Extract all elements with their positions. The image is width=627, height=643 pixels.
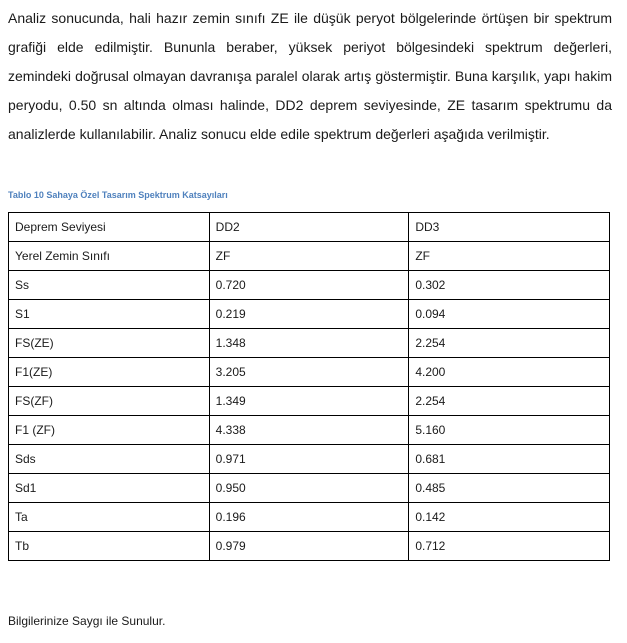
table-cell: 0.720 (209, 271, 409, 300)
table-row (9, 271, 610, 300)
table-row (9, 387, 610, 416)
table-cell: 0.196 (209, 503, 409, 532)
table-cell: 1.348 (209, 329, 409, 358)
spectrum-coefficients-table (8, 212, 610, 561)
table-cell: FS(ZE) (9, 329, 210, 358)
body-paragraph: Analiz sonucunda, hali hazır zemin sınıfı ZE ile düşük peryot bölgelerinde örtüşen bir spektrum grafiği elde edilmiştir. Bununla beraber, yüksek periyot bölgesindeki spektrum değerleri, zemindeki doğrusal olmayan davranışa paralel olarak artış göstermiştir. Buna karşılık, yapı hakim peryodu, 0.50 sn altında olması halinde, DD2 deprem seviyesinde, ZE tasarım spektrumu da analizlerde kullanılabilir. Analiz sonucu elde edile spektrum değerleri aşağıda verilmiştir. (8, 10, 612, 142)
table-cell: Tb (9, 532, 210, 561)
table-cell: ZF (409, 242, 610, 271)
table-row (9, 300, 610, 329)
table-cell: Ss (9, 271, 210, 300)
table-cell: F1(ZE) (9, 358, 210, 387)
closing-remark: Bilgilerinize Saygı ile Sunulur. (8, 614, 166, 628)
table-cell: Deprem Seviyesi (9, 213, 210, 242)
table-cell: Yerel Zemin Sınıfı (9, 242, 210, 271)
table-cell: ZF (209, 242, 409, 271)
table-cell: DD3 (409, 213, 610, 242)
table-cell: 0.219 (209, 300, 409, 329)
table-row (9, 474, 610, 503)
table-cell: 0.979 (209, 532, 409, 561)
table-cell: Ta (9, 503, 210, 532)
table-caption: Tablo 10 Sahaya Özel Tasarım Spektrum Katsayıları (8, 190, 228, 200)
table-row (9, 213, 610, 242)
table-cell: 0.485 (409, 474, 610, 503)
table-cell: S1 (9, 300, 210, 329)
table-cell: 2.254 (409, 329, 610, 358)
table-cell: 4.338 (209, 416, 409, 445)
table-cell: 2.254 (409, 387, 610, 416)
table-cell: 0.971 (209, 445, 409, 474)
table-row (9, 329, 610, 358)
table-cell: F1 (ZF) (9, 416, 210, 445)
table-cell: 0.142 (409, 503, 610, 532)
table-row (9, 416, 610, 445)
table-cell: FS(ZF) (9, 387, 210, 416)
table-cell: Sd1 (9, 474, 210, 503)
table-row (9, 532, 610, 561)
table-cell: Sds (9, 445, 210, 474)
table-row (9, 242, 610, 271)
table-cell: 4.200 (409, 358, 610, 387)
table-cell: 1.349 (209, 387, 409, 416)
table-row (9, 358, 610, 387)
table-cell: 0.712 (409, 532, 610, 561)
table-cell: DD2 (209, 213, 409, 242)
table-cell: 0.950 (209, 474, 409, 503)
table-row (9, 503, 610, 532)
table-row (9, 445, 610, 474)
table-cell: 0.681 (409, 445, 610, 474)
table-cell: 0.302 (409, 271, 610, 300)
table-cell: 5.160 (409, 416, 610, 445)
table-cell: 0.094 (409, 300, 610, 329)
table-cell: 3.205 (209, 358, 409, 387)
